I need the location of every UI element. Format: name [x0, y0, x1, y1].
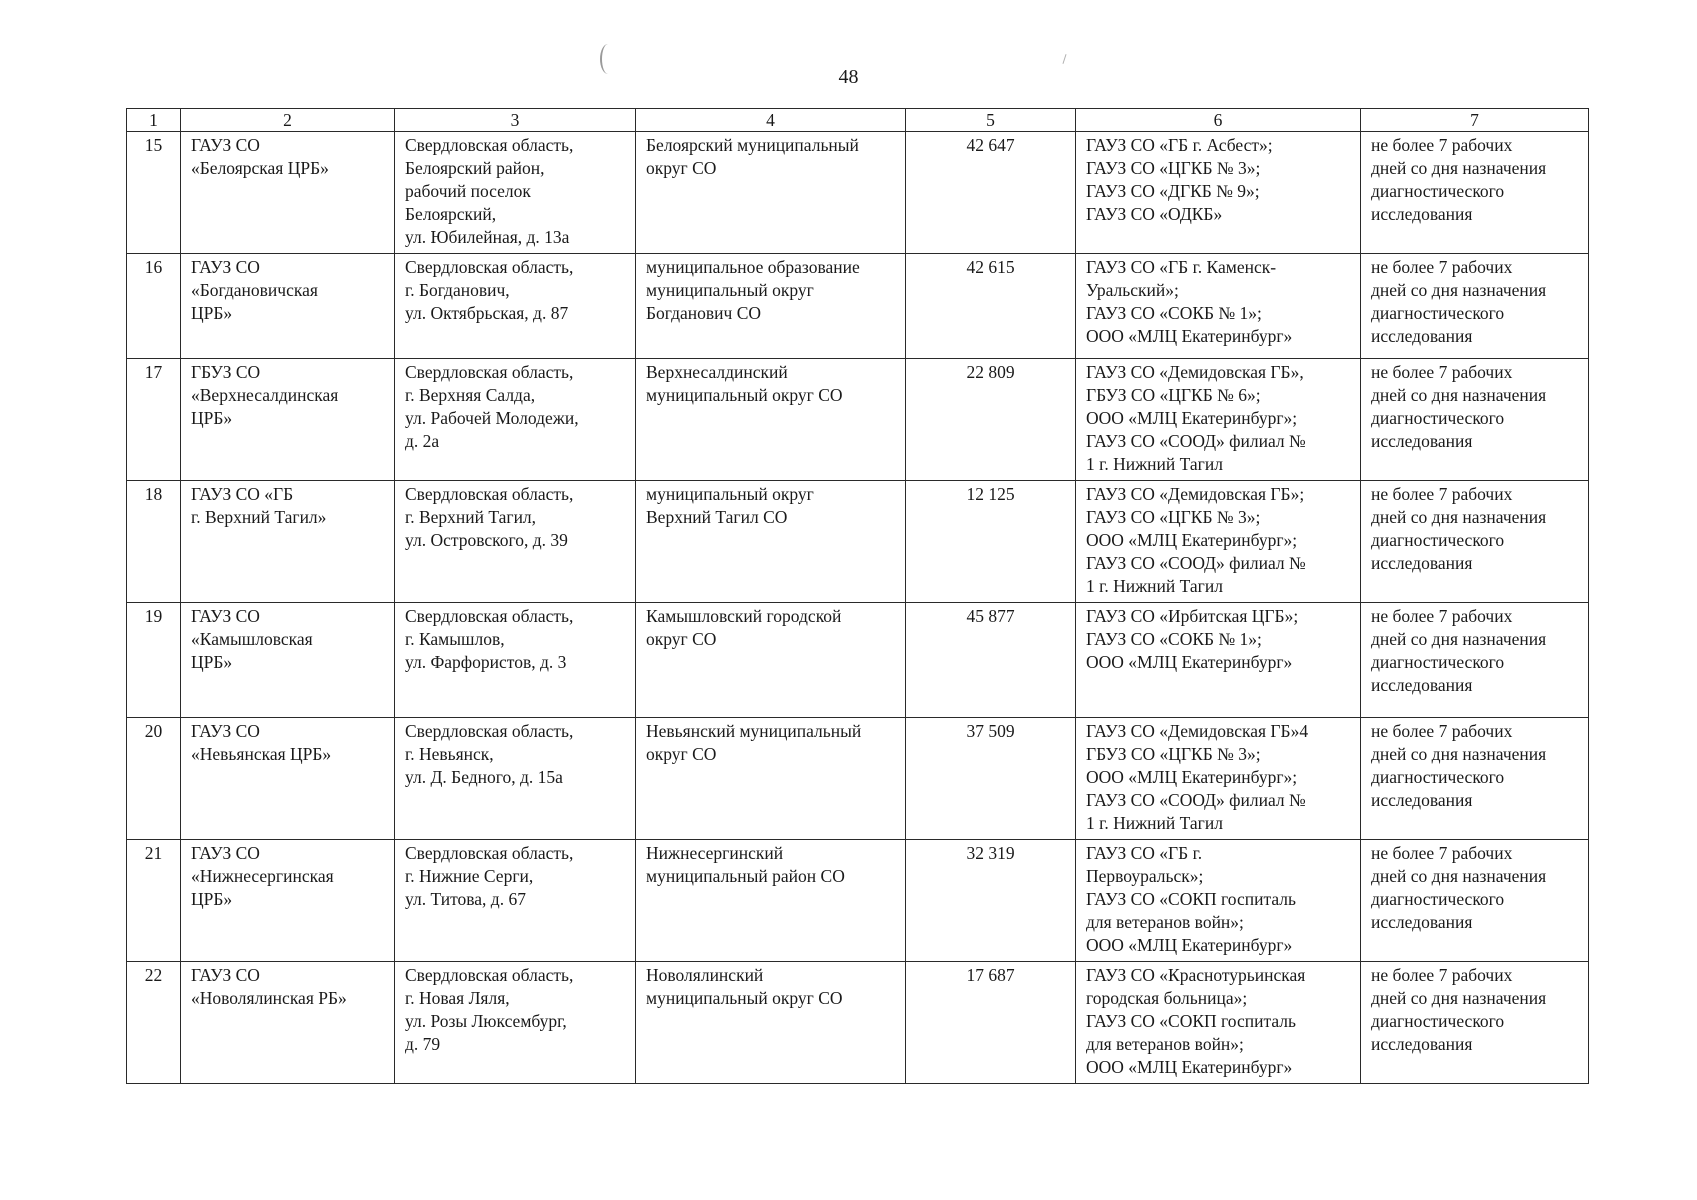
diagnostic-term: не более 7 рабочих дней со дня назначения диагностического исследования [1361, 718, 1589, 840]
organization-name: ГАУЗ СО «Новолялинская РБ» [181, 962, 395, 1084]
service-territory: муниципальный округ Верхний Тагил СО [636, 481, 906, 603]
laboratory-list: ГАУЗ СО «Ирбитская ЦГБ»; ГАУЗ СО «СОКБ № 1»; ООО «МЛЦ Екатеринбург» [1076, 603, 1361, 718]
laboratory-list: ГАУЗ СО «Краснотурьинская городская больница»; ГАУЗ СО «СОКП госпиталь для ветеранов войн»; ООО «МЛЦ Екатеринбург» [1076, 962, 1361, 1084]
column-header-2: 2 [181, 109, 395, 132]
organization-address: Свердловская область, г. Новая Ляля, ул. Розы Люксембург, д. 79 [395, 962, 636, 1084]
page-number: 48 [838, 66, 859, 88]
table-row [127, 962, 1589, 1084]
population-count: 42 615 [906, 254, 1076, 359]
table-header-row [127, 109, 1589, 132]
table-row [127, 840, 1589, 962]
scan-artifact-tick [1062, 54, 1066, 64]
population-count: 32 319 [906, 840, 1076, 962]
population-count: 37 509 [906, 718, 1076, 840]
population-count: 42 647 [906, 132, 1076, 254]
organization-name: ГБУЗ СО «Верхнесалдинская ЦРБ» [181, 359, 395, 481]
laboratory-list: ГАУЗ СО «ГБ г. Асбест»; ГАУЗ СО «ЦГКБ № 3»; ГАУЗ СО «ДГКБ № 9»; ГАУЗ СО «ОДКБ» [1076, 132, 1361, 254]
organization-name: ГАУЗ СО «Невьянская ЦРБ» [181, 718, 395, 840]
organization-address: Свердловская область, г. Нижние Серги, ул. Титова, д. 67 [395, 840, 636, 962]
row-number: 20 [127, 718, 181, 840]
organization-address: Свердловская область, г. Невьянск, ул. Д. Бедного, д. 15а [395, 718, 636, 840]
population-count: 12 125 [906, 481, 1076, 603]
column-header-6: 6 [1076, 109, 1361, 132]
diagnostic-term: не более 7 рабочих дней со дня назначения диагностического исследования [1361, 132, 1589, 254]
column-header-7: 7 [1361, 109, 1589, 132]
column-header-4: 4 [636, 109, 906, 132]
laboratory-list: ГАУЗ СО «Демидовская ГБ», ГБУЗ СО «ЦГКБ № 6»; ООО «МЛЦ Екатеринбург»; ГАУЗ СО «СООД» филиал № 1 г. Нижний Тагил [1076, 359, 1361, 481]
population-count: 17 687 [906, 962, 1076, 1084]
service-territory: Белоярский муниципальный округ СО [636, 132, 906, 254]
row-number: 17 [127, 359, 181, 481]
organization-name: ГАУЗ СО «Богдановичская ЦРБ» [181, 254, 395, 359]
population-count: 45 877 [906, 603, 1076, 718]
laboratory-list: ГАУЗ СО «Демидовская ГБ»; ГАУЗ СО «ЦГКБ № 3»; ООО «МЛЦ Екатеринбург»; ГАУЗ СО «СООД» филиал № 1 г. Нижний Тагил [1076, 481, 1361, 603]
organization-address: Свердловская область, г. Камышлов, ул. Фарфористов, д. 3 [395, 603, 636, 718]
column-header-1: 1 [127, 109, 181, 132]
organization-name: ГАУЗ СО «Камышловская ЦРБ» [181, 603, 395, 718]
population-count: 22 809 [906, 359, 1076, 481]
table-row [127, 254, 1589, 359]
service-territory: муниципальное образование муниципальный округ Богданович СО [636, 254, 906, 359]
row-number: 16 [127, 254, 181, 359]
column-header-3: 3 [395, 109, 636, 132]
organization-name: ГАУЗ СО «ГБ г. Верхний Тагил» [181, 481, 395, 603]
table-row [127, 718, 1589, 840]
diagnostic-term: не более 7 рабочих дней со дня назначения диагностического исследования [1361, 359, 1589, 481]
table-row [127, 603, 1589, 718]
diagnostic-term: не более 7 рабочих дней со дня назначения диагностического исследования [1361, 603, 1589, 718]
row-number: 18 [127, 481, 181, 603]
service-territory: Новолялинский муниципальный округ СО [636, 962, 906, 1084]
service-territory: Камышловский городской округ СО [636, 603, 906, 718]
diagnostic-term: не более 7 рабочих дней со дня назначения диагностического исследования [1361, 481, 1589, 603]
table-row [127, 481, 1589, 603]
service-territory: Нижнесергинский муниципальный район СО [636, 840, 906, 962]
organization-name: ГАУЗ СО «Белоярская ЦРБ» [181, 132, 395, 254]
laboratory-list: ГАУЗ СО «ГБ г. Первоуральск»; ГАУЗ СО «СОКП госпиталь для ветеранов войн»; ООО «МЛЦ Екатеринбург» [1076, 840, 1361, 962]
diagnostic-term: не более 7 рабочих дней со дня назначения диагностического исследования [1361, 840, 1589, 962]
organization-name: ГАУЗ СО «Нижнесергинская ЦРБ» [181, 840, 395, 962]
row-number: 15 [127, 132, 181, 254]
row-number: 19 [127, 603, 181, 718]
service-territory: Невьянский муниципальный округ СО [636, 718, 906, 840]
column-header-5: 5 [906, 109, 1076, 132]
organization-address: Свердловская область, г. Верхняя Салда, ул. Рабочей Молодежи, д. 2а [395, 359, 636, 481]
diagnostic-term: не более 7 рабочих дней со дня назначения диагностического исследования [1361, 254, 1589, 359]
organization-address: Свердловская область, г. Богданович, ул. Октябрьская, д. 87 [395, 254, 636, 359]
organization-address: Свердловская область, Белоярский район, рабочий поселок Белоярский, ул. Юбилейная, д. 13а [395, 132, 636, 254]
service-territory: Верхнесалдинский муниципальный округ СО [636, 359, 906, 481]
medical-organizations-table [126, 108, 1589, 1084]
table-row [127, 359, 1589, 481]
table-row [127, 132, 1589, 254]
row-number: 22 [127, 962, 181, 1084]
laboratory-list: ГАУЗ СО «ГБ г. Каменск- Уральский»; ГАУЗ СО «СОКБ № 1»; ООО «МЛЦ Екатеринбург» [1076, 254, 1361, 359]
diagnostic-term: не более 7 рабочих дней со дня назначения диагностического исследования [1361, 962, 1589, 1084]
row-number: 21 [127, 840, 181, 962]
laboratory-list: ГАУЗ СО «Демидовская ГБ»4 ГБУЗ СО «ЦГКБ № 3»; ООО «МЛЦ Екатеринбург»; ГАУЗ СО «СООД» филиал № 1 г. Нижний Тагил [1076, 718, 1361, 840]
organization-address: Свердловская область, г. Верхний Тагил, ул. Островского, д. 39 [395, 481, 636, 603]
